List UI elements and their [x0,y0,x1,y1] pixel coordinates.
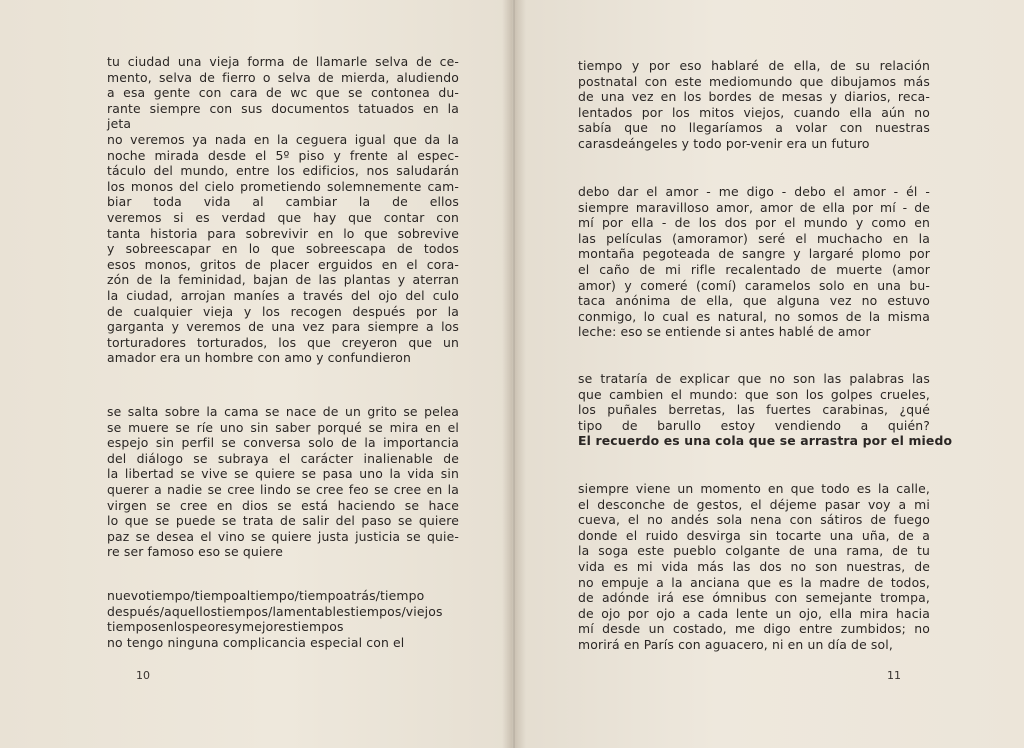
text-line: mí desde un costado, me digo entre zumbidos; no [578,621,930,637]
text-line: veremos si es verdad que hay que contar con [107,209,459,225]
text-line: montaña pegoteada de sangre y largaré plomo por [578,246,930,262]
text-line: no veremos ya nada en la ceguera igual que da la [107,131,459,147]
text-line: espejo sin perfil se conversa solo de la importancia [107,435,459,451]
text-line: paz se desea el vino se quiere justa justicia se quie- [107,528,459,544]
text-line: amor) y comeré (comí) caramelos solo en una bu- [578,277,930,293]
text-line: a esa gente con cara de wc que se contonea du- [107,85,459,101]
text-line: no tengo ninguna complicancia especial con el [107,634,405,650]
text-line: tanta historia para sobrevivir en lo que sobrevive [107,225,459,241]
text-line: jeta [107,116,132,132]
right-paragraph-1 [578,58,930,152]
text-line: biar toda vida al cambiar la de ellos [107,194,459,210]
text-line: sabía que no llegaríamos a volar con nuestras [578,120,930,136]
text-line: las películas (amoramor) seré el muchacho en la [578,230,930,246]
text-line: de ojo por ojo a cada lente un ojo, ella mira hacia [578,605,930,621]
text-line: rante siempre con sus documentos tatuados en la [107,100,459,116]
text-line: se salta sobre la cama se nace de un grito se pelea [107,404,459,419]
text-line: virgen se cree en dios se está haciendo se hace [107,497,459,513]
text-line: donde el ruido desvirga sin tocarte una uña, de a [578,527,930,543]
text-line: lentados por los mitos viejos, cuando ella aún no [578,104,930,120]
text-line: lo que se puede se trata de salir del paso se quiere [107,513,459,529]
text-line: re ser famoso eso se quiere [107,544,283,560]
text-line: siempre viene un momento en que todo es la calle, [578,481,930,496]
text-line: esos monos, gritos de placer erguidos en el cora- [107,256,459,272]
text-line: del diálogo se subraya el carácter inalienable de [107,450,459,466]
text-line: garganta y veremos de una vez para siempre a los [107,319,459,335]
left-paragraph-3 [107,588,459,650]
text-line: siempre maravilloso amor, amor de ella por mí - de [578,199,930,215]
text-line: el caño de mi rifle recalentado de muerte (amor [578,261,930,277]
text-line: nuevotiempo/tiempoaltiempo/tiempoatrás/tiempo [107,588,425,603]
text-line: postnatal con este mediomundo que dibujamos más [578,73,930,89]
text-line: noche mirada desde el 5º piso y frente al espec- [107,147,459,163]
text-line: el desconche de gestos, el déjeme pasar voy a mi [578,496,930,512]
right-paragraph-3 [578,371,953,449]
left-paragraph-2 [107,404,459,560]
text-line: de una vez en los bordes de mesas y diarios, reca- [578,89,930,105]
text-line: zón de la feminidad, bajan de las plantas y aterran [107,272,459,288]
right-paragraph-4 [578,481,930,653]
text-line: táculo del mundo, entre los edificios, nos saludarán [107,163,459,179]
text-line: morirá en París con aguacero, ni en un día de sol, [578,636,893,652]
text-line: tu ciudad una vieja forma de llamarle selva de ce- [107,54,459,69]
text-line: que cambien el mundo: que son los golpes crueles, [578,386,930,402]
text-line: los monos del cielo prometiendo solemnemente cam- [107,178,459,194]
text-line: de adónde irá ese ómnibus con semejante trompa, [578,590,930,606]
text-line: la ciudad, arrojan maníes a través del ojo del culo [107,287,459,303]
book-gutter [502,0,526,748]
text-line: después/aquellostiempos/lamentablestiempos/viejos [107,603,443,619]
text-line: la libertad se vive se quiere se pasa uno la vida sin [107,466,459,482]
text-line: cueva, el no andés sola nena con sátiros de fuego [578,512,930,528]
text-line: taca anónima de ella, que alguna vez no estuvo [578,293,930,309]
text-line: tiemposenlospeoresymejorestiempos [107,619,344,635]
text-line: los puñales berretas, las fuertes carabinas, ¿qué [578,402,930,418]
text-line: tiempo y por eso hablaré de ella, de su relación [578,58,930,73]
text-line: se trataría de explicar que no son las palabras las [578,371,930,386]
text-line: querer a nadie se cree lindo se cree feo se cree en la [107,481,459,497]
text-line: conmigo, lo cual es natural, no somos de la misma [578,308,930,324]
text-line: tipo de barullo estoy vendiendo a quién? [578,417,930,433]
page-number-left: 10 [136,669,150,682]
text-line: no empuje a la anciana que es la madre de todos, [578,574,930,590]
text-line: amador era un hombre con amo y confundieron [107,350,411,366]
text-line: mí por ella - de los dos por el mundo y como en [578,215,930,231]
text-line: debo dar el amor - me digo - debo el amor - él - [578,184,930,199]
text-line: mento, selva de fierro o selva de mierda, aludiendo [107,69,459,85]
page-number-right: 11 [887,669,901,682]
text-line: leche: eso se entiende si antes hablé de amor [578,324,871,340]
text-line: torturadores torturados, los que creyeron que un [107,334,459,350]
right-paragraph-2 [578,184,930,340]
left-paragraph-1 [107,54,459,366]
text-line: se muere se ríe uno sin saber porqué se mira en el [107,419,459,435]
text-line: de cualquier vieja y los recogen después por la [107,303,459,319]
text-line: carasdeángeles y todo por-venir era un futuro [578,135,870,151]
bold-text-line: El recuerdo es una cola que se arrastra por el miedo [578,433,953,449]
text-line: la soga este pueblo colgante de una rama, de tu [578,543,930,559]
right-page [514,0,1024,748]
text-line: y sobreescapar en lo que sobreescapa de todos [107,241,459,257]
text-line: vida es mi vida más las dos no son nuestras, de [578,558,930,574]
